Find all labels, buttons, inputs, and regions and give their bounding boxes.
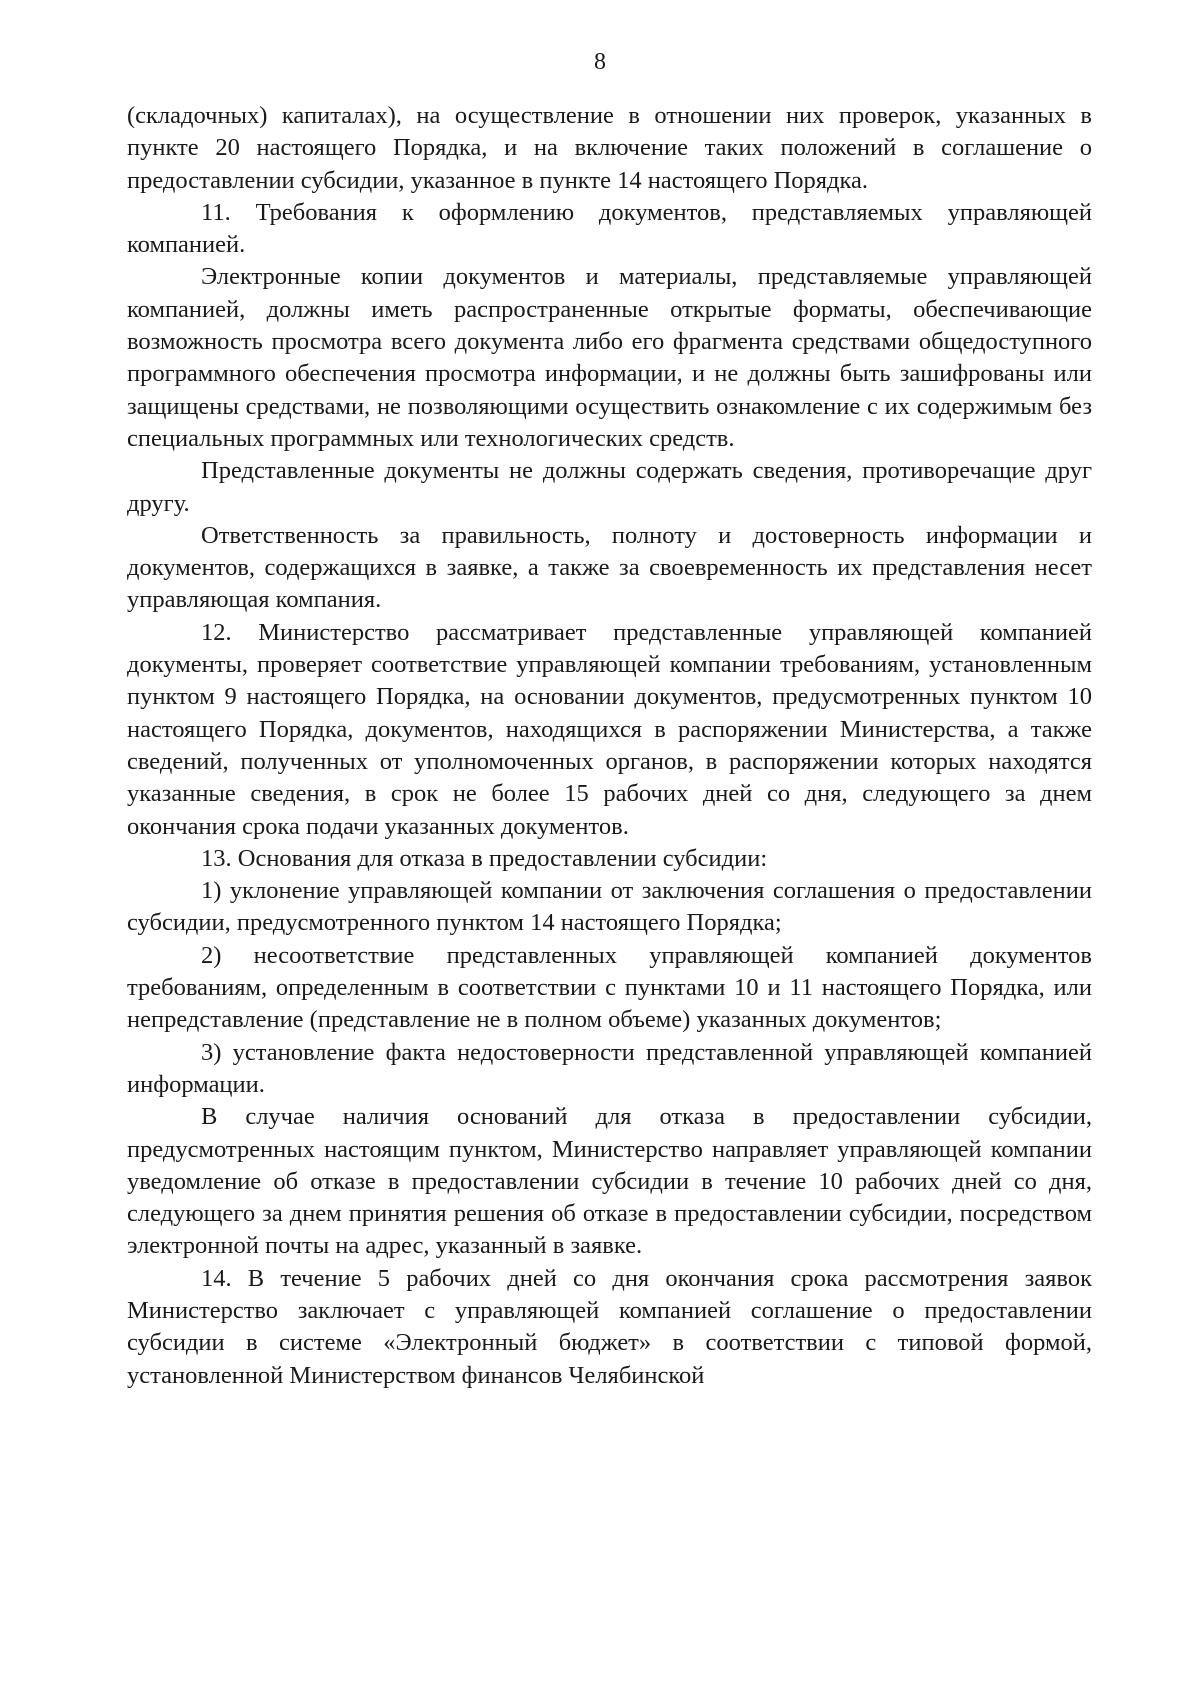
paragraph-13-heading: 13. Основания для отказа в предоставлении субсидии: [201, 844, 768, 872]
list-item-3: 3) установление факта недостоверности представленной управляющей компанией информации. [127, 1038, 1092, 1098]
paragraph-electronic-copies: Электронные копии документов и материалы, представляемые управляющей компанией, должны иметь распространенные открытые форматы, обеспечивающие возможность просмотра всего документа либо его фрагмента средствами общедоступного программного обеспечения просмотра информации, и не должны быть зашифрованы или защищены средствами, не позволяющими осуществить ознакомление с их содержимым без специальных программных или технологических средств. [127, 263, 1092, 452]
paragraph-12: 12. Министерство рассматривает представленные управляющей компанией документы, проверяет соответствие управляющей компании требованиям, установленным пунктом 9 настоящего Порядка, на основании документов, предусмотренных пунктом 10 настоящего Порядка, документов, находящихся в распоряжении Министерства, а также сведений, полученных от уполномоченных органов, в распоряжении которых находятся указанные сведения, в срок не более 15 рабочих дней со дня, следующего за днем окончания срока подачи указанных документов. [127, 618, 1092, 840]
paragraph-continuation: (складочных) капиталах), на осуществление в отношении них проверок, указанных в пункте 20 настоящего Порядка, и на включение таких положений в соглашение о предоставлении субсидии, указанное в пункте 14 настоящего Порядка. [127, 102, 1092, 194]
document-body [127, 100, 1092, 1392]
paragraph-refusal-notice: В случае наличия оснований для отказа в предоставлении субсидии, предусмотренных настоящим пунктом, Министерство направляет управляющей компании уведомление об отказе в предоставлении субсидии в течение 10 рабочих дней со дня, следующего за днем принятия решения об отказе в предоставлении субсидии, посредством электронной почты на адрес, указанный в заявке. [127, 1103, 1092, 1260]
paragraph-responsibility: Ответственность за правильность, полноту и достоверность информации и документов, содержащихся в заявке, а также за своевременность их представления несет управляющая компания. [127, 521, 1092, 614]
paragraph-11-heading: 11. Требования к оформлению документов, представляемых управляющей компанией. [127, 198, 1092, 259]
list-item-1: 1) уклонение управляющей компании от заключения соглашения о предоставлении субсидии, предусмотренного пунктом 14 настоящего Порядка; [127, 877, 1092, 937]
paragraph-no-contradictions: Представленные документы не должны содержать сведения, противоречащие друг другу. [127, 457, 1092, 517]
list-item-2: 2) несоответствие представленных управляющей компанией документов требованиям, определенным в соответствии с пунктами 10 и 11 настоящего Порядка, или непредставление (представление не в полном объеме) указанных документов; [127, 941, 1092, 1034]
paragraph-14: 14. В течение 5 рабочих дней со дня окончания срока рассмотрения заявок Министерство заключает с управляющей компанией соглашение о предоставлении субсидии в системе «Электронный бюджет» в соответствии с типовой формой, установленной Министерством финансов Челябинской [127, 1264, 1092, 1389]
page-number: 8 [594, 49, 606, 75]
